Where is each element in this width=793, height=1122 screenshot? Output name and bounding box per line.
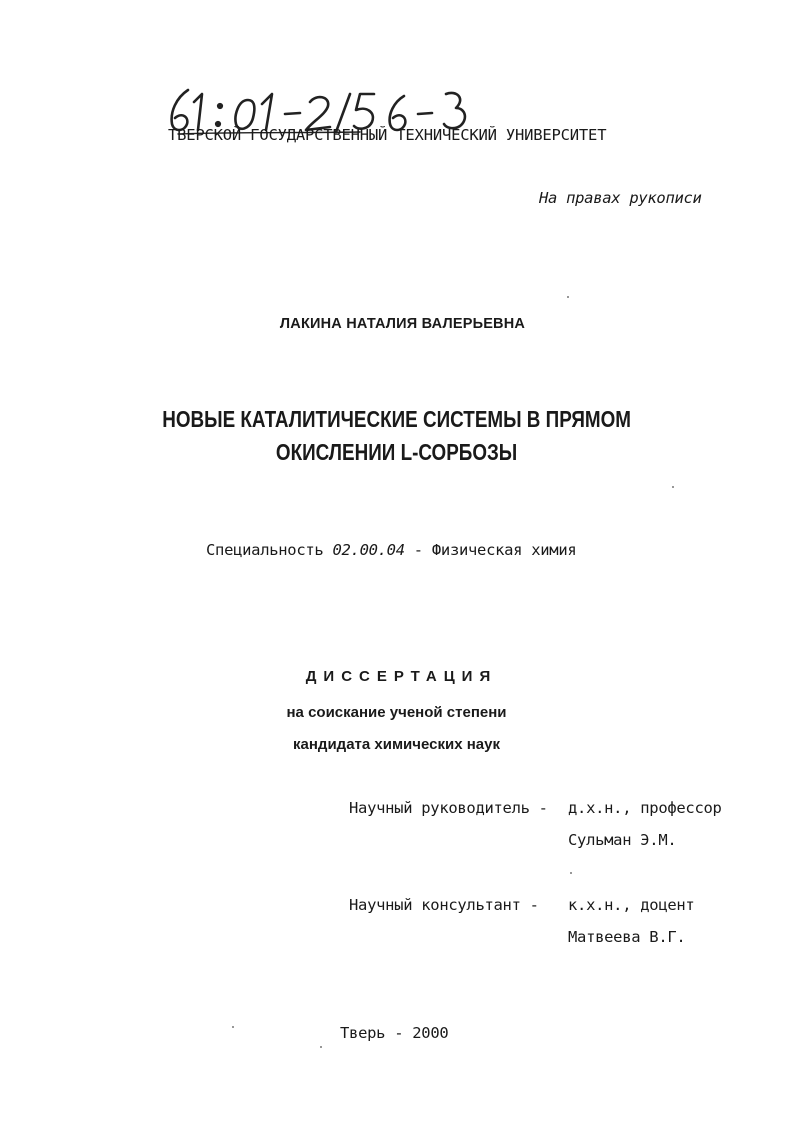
specialty-label: Специальность <box>206 541 324 559</box>
degree-line-1: на соискание ученой степени <box>286 704 507 721</box>
title-line-1: НОВЫЕ КАТАЛИТИЧЕСКИЕ СИСТЕМЫ В ПРЯМОМ <box>162 406 631 432</box>
dissertation-heading: ДИССЕРТАЦИЯ <box>305 668 498 685</box>
scan-speck <box>570 872 572 874</box>
title-line-2: ОКИСЛЕНИИ L-СОРБОЗЫ <box>275 439 518 465</box>
specialty-line <box>206 541 576 559</box>
author-name: ЛАКИНА НАТАЛИЯ ВАЛЕРЬЕВНА <box>279 316 526 332</box>
degree-line-2: кандидата химических наук <box>293 736 500 753</box>
consultant-label: Научный консультант - <box>349 896 539 914</box>
supervisor-name: Сульман Э.М. <box>568 831 677 849</box>
manuscript-rights-note: На правах рукописи <box>539 189 702 207</box>
supervisor-label: Научный руководитель - <box>349 799 548 817</box>
scan-speck <box>567 296 569 298</box>
supervisor-title: д.х.н., профессор <box>568 799 722 817</box>
university-name: ТВЕРСКОЙ ГОСУДАРСТВЕННЫЙ ТЕХНИЧЕСКИЙ УНИВЕРСИТЕТ <box>168 126 607 144</box>
consultant-name: Матвеева В.Г. <box>568 928 686 946</box>
specialty-code: 02.00.04 <box>332 541 405 559</box>
consultant-title: к.х.н., доцент <box>568 896 695 914</box>
city-and-year: Тверь - 2000 <box>340 1024 449 1042</box>
dissertation-title <box>71 403 721 469</box>
scan-speck <box>672 486 674 488</box>
scan-speck <box>232 1026 234 1028</box>
specialty-separator: - <box>413 541 423 559</box>
scan-speck <box>320 1046 322 1048</box>
specialty-name: Физическая химия <box>431 541 577 559</box>
